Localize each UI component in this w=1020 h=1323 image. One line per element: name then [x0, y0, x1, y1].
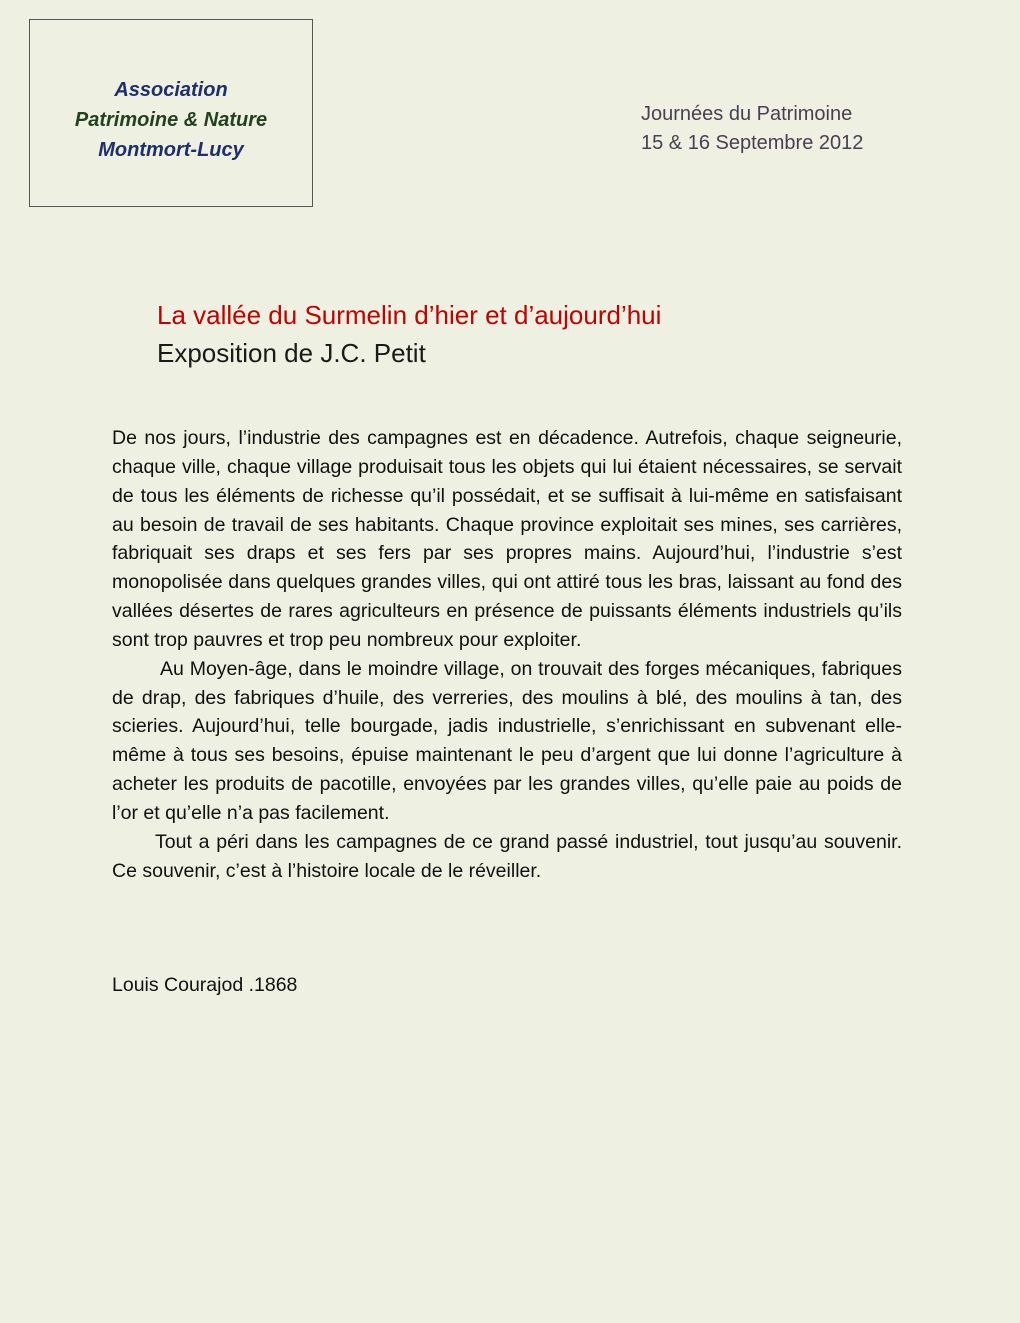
- association-name: Association: [114, 79, 228, 101]
- paragraph: De nos jours, l’industrie des campagnes est en décadence. Autrefois, chaque seigneurie, chaque ville, chaque village produisait tous les objets qui lui étaient nécessaires, se servait de tous les éléments de richesse qu’il possédait, et se suffisait à lui-même en satisfaisant au besoin de travail de ses habitants. Chaque province exploitait ses mines, ses carrières, fabriquait ses draps et ses fers par ses propres mains. Aujourd’hui, l’industrie s’est monopolisée dans quelques grandes villes, qui ont attiré tous les bras, laissant au fond des vallées désertes de rares agriculteurs en présence de puissants éléments industriels qu’ils sont trop pauvres et trop peu nombreux pour exploiter.: [112, 427, 902, 651]
- association-box: [29, 19, 313, 207]
- event-dates: 15 & 16 Septembre 2012: [641, 132, 864, 154]
- page-title-block: [157, 296, 661, 372]
- association-location: Montmort-Lucy: [98, 139, 244, 161]
- signature: Louis Courajod .1868: [112, 974, 298, 996]
- event-name: Journées du Patrimoine: [641, 103, 853, 125]
- body-text: [112, 424, 902, 886]
- paragraph: Au Moyen-âge, dans le moindre village, on trouvait des forges mécaniques, fabriques de drap, des fabriques d’huile, des verreries, des moulins à blé, des moulins à tan, des scieries. Aujourd’hui, telle bourgade, jadis industrielle, s’enrichissant en subvenant elle-même à tous ses besoins, épuise maintenant le peu d’argent que lui donne l’agriculture à acheter les produits de pacotille, envoyées par les grandes villes, qu’elle paie au poids de l’or et qu’elle n’a pas facilement.: [112, 657, 902, 824]
- association-subtitle: Patrimoine & Nature: [74, 109, 268, 131]
- page-subtitle: Exposition de J.C. Petit: [157, 338, 426, 368]
- event-info: [641, 100, 863, 158]
- paragraph: Tout a péri dans les campagnes de ce grand passé industriel, tout jusqu’au souvenir. Ce souvenir, c’est à l’histoire locale de le réveiller.: [112, 830, 902, 882]
- page-title: La vallée du Surmelin d’hier et d’aujourd’hui: [157, 300, 662, 330]
